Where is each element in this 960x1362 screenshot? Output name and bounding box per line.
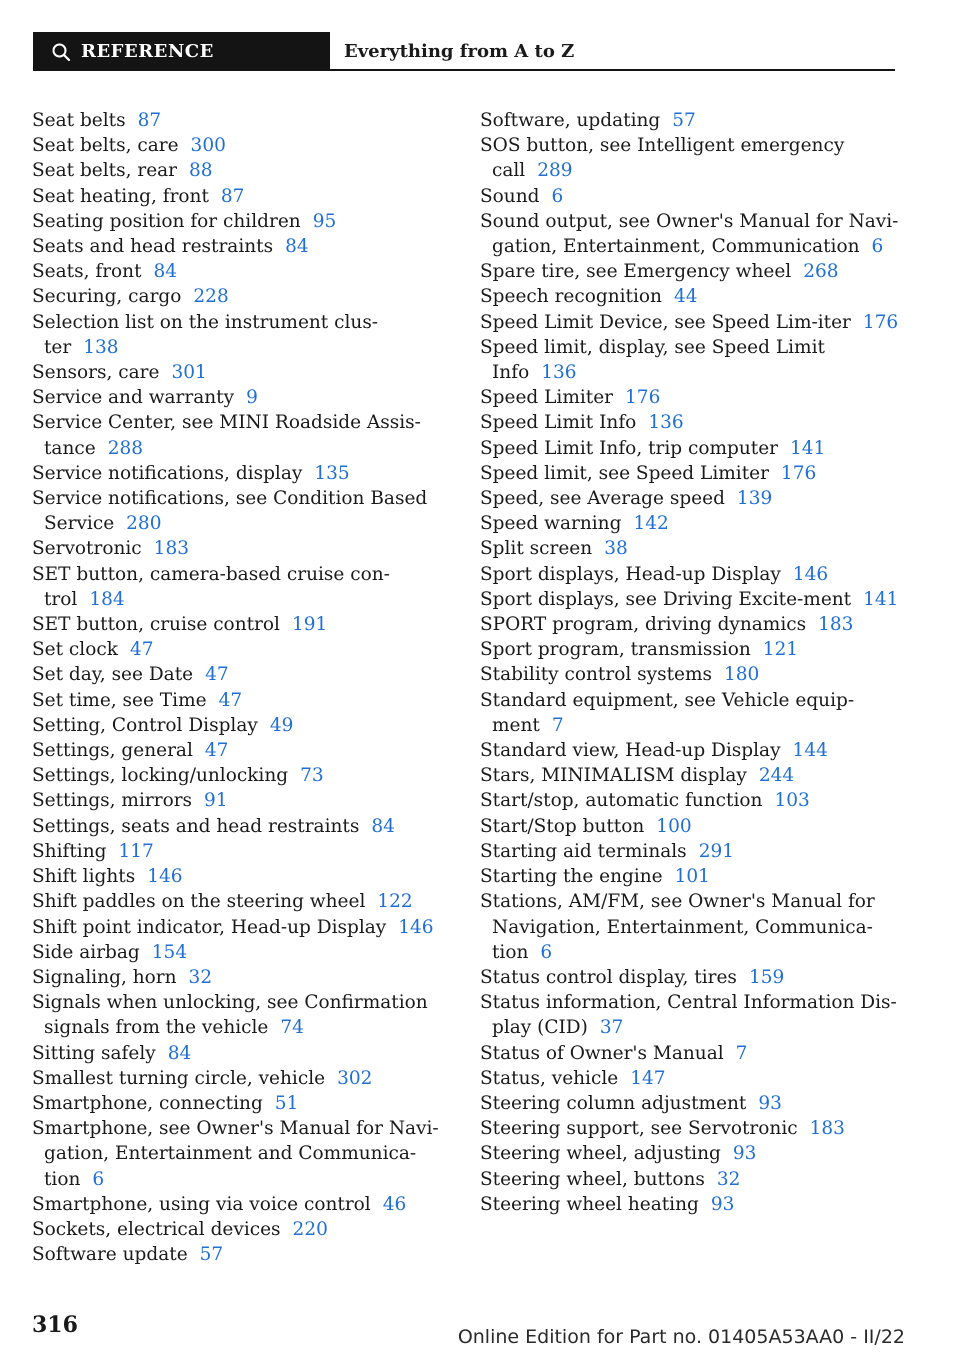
index-entry-text: Sockets, electrical devices bbox=[32, 1218, 281, 1240]
index-entry bbox=[480, 335, 900, 385]
index-entry bbox=[32, 284, 452, 309]
index-page-link[interactable]: 46 bbox=[382, 1193, 407, 1215]
index-entry-text: Seats and head restraints bbox=[32, 236, 274, 258]
index-entry bbox=[480, 738, 900, 763]
index-entry-text: Set time, see Time bbox=[32, 689, 207, 711]
index-entry bbox=[32, 360, 452, 385]
index-page-link[interactable]: 184 bbox=[89, 588, 125, 610]
index-entry bbox=[32, 738, 452, 763]
index-page-link[interactable]: 117 bbox=[118, 840, 154, 862]
index-entry bbox=[480, 587, 900, 612]
index-entry bbox=[32, 259, 452, 284]
index-entry bbox=[32, 1192, 452, 1217]
index-entry bbox=[32, 889, 452, 914]
index-entry-text: Speed warning bbox=[480, 513, 622, 535]
index-entry bbox=[32, 536, 452, 561]
index-entry bbox=[32, 209, 452, 234]
index-column-right bbox=[480, 108, 900, 1217]
index-entry bbox=[32, 1091, 452, 1116]
index-entry bbox=[480, 864, 900, 889]
index-entry bbox=[480, 688, 900, 738]
page-header bbox=[33, 32, 895, 71]
index-entry bbox=[32, 310, 452, 360]
index-entry-text: Smartphone, see Owner's Manual for Navi-gation, Entertainment and Communica-tion bbox=[32, 1118, 439, 1190]
index-entry bbox=[480, 637, 900, 662]
index-entry-text: Speech recognition bbox=[480, 286, 662, 308]
index-page-link[interactable]: 138 bbox=[83, 336, 119, 358]
index-entry-text: Smartphone, connecting bbox=[32, 1092, 263, 1114]
index-entry bbox=[480, 889, 900, 965]
index-entry bbox=[480, 562, 900, 587]
index-entry-text: Seat heating, front bbox=[32, 185, 209, 207]
index-entry-text: Smartphone, using via voice control bbox=[32, 1193, 371, 1215]
page-number: 316 bbox=[32, 1312, 78, 1338]
index-page-link[interactable]: 136 bbox=[541, 362, 577, 384]
index-entry-text: Steering column adjustment bbox=[480, 1092, 747, 1114]
index-entry-text: Service notifications, see Condition Based Service bbox=[32, 488, 428, 535]
index-entry-text: Speed, see Average speed bbox=[480, 488, 725, 510]
index-entry-text: Sport displays, Head-up Display bbox=[480, 563, 781, 585]
index-entry-text: Settings, mirrors bbox=[32, 790, 193, 812]
index-entry bbox=[480, 209, 900, 259]
index-page-link[interactable]: 47 bbox=[204, 740, 229, 762]
index-page-link[interactable]: 183 bbox=[818, 614, 854, 636]
index-page-link[interactable]: 84 bbox=[285, 236, 309, 258]
search-icon bbox=[51, 42, 71, 62]
index-page-link[interactable]: 301 bbox=[171, 362, 207, 384]
index-entry-text: Sensors, care bbox=[32, 362, 160, 384]
index-entry bbox=[32, 965, 452, 990]
index-page-link[interactable]: 95 bbox=[312, 210, 337, 232]
index-page-link[interactable]: 91 bbox=[204, 790, 228, 812]
index-entry-text: Sound bbox=[480, 185, 540, 207]
index-entry bbox=[480, 184, 900, 209]
index-page-link[interactable]: 44 bbox=[673, 286, 698, 308]
index-page-link[interactable]: 144 bbox=[792, 740, 828, 762]
index-page-link[interactable]: 280 bbox=[126, 513, 162, 535]
index-entry-text: Selection list on the instrument clus-ter bbox=[32, 311, 379, 358]
index-entry bbox=[480, 436, 900, 461]
index-entry-text: SOS button, see Intelligent emergency call bbox=[480, 135, 845, 182]
reference-tab bbox=[33, 32, 330, 71]
index-page-link[interactable]: 84 bbox=[371, 815, 395, 837]
index-page-link[interactable]: 100 bbox=[656, 815, 692, 837]
index-column-left bbox=[32, 108, 452, 1267]
index-entry bbox=[32, 158, 452, 183]
index-entry-text: Shifting bbox=[32, 840, 107, 862]
index-page-link[interactable]: 87 bbox=[220, 185, 245, 207]
index-entry bbox=[480, 385, 900, 410]
index-page-link[interactable]: 180 bbox=[723, 664, 760, 686]
index-entry bbox=[32, 688, 452, 713]
page-title: Everything from A to Z bbox=[344, 41, 575, 62]
index-entry-text: Shift paddles on the steering wheel bbox=[32, 891, 366, 913]
index-entry bbox=[480, 990, 900, 1040]
index-entry-text: Side airbag bbox=[32, 941, 140, 963]
index-entry-text: Smallest turning circle, vehicle bbox=[32, 1067, 326, 1089]
index-page-link[interactable]: 289 bbox=[537, 160, 573, 182]
index-entry-text: Speed limit, display, see Speed Limit Info bbox=[480, 336, 825, 384]
index-entry bbox=[32, 940, 452, 965]
index-page-link[interactable]: 183 bbox=[153, 538, 189, 560]
index-entry-text: Securing, cargo bbox=[32, 286, 182, 308]
index-entry-text: Steering support, see Servotronic bbox=[480, 1118, 798, 1140]
index-entry-text: Speed limit, see Speed Limiter bbox=[480, 462, 769, 484]
index-entry-text: Status, vehicle bbox=[480, 1067, 619, 1089]
index-page-link[interactable]: 122 bbox=[377, 891, 413, 913]
index-entry-text: Software update bbox=[32, 1244, 188, 1266]
index-entry-text: SET button, cruise control bbox=[32, 614, 280, 636]
index-entry bbox=[32, 234, 452, 259]
index-page-link[interactable]: 135 bbox=[314, 462, 350, 484]
index-page-link[interactable]: 93 bbox=[732, 1143, 757, 1165]
index-entry bbox=[480, 310, 900, 335]
index-entry bbox=[480, 1091, 900, 1116]
index-page-link[interactable]: 6 bbox=[551, 185, 564, 207]
index-entry-text: Signaling, horn bbox=[32, 966, 177, 988]
index-entry bbox=[480, 1141, 900, 1166]
index-entry bbox=[480, 284, 900, 309]
index-entry-text: SET button, camera-based cruise con-trol bbox=[32, 563, 390, 610]
index-page-link[interactable]: 176 bbox=[625, 387, 661, 409]
index-page-link[interactable]: 291 bbox=[698, 840, 734, 862]
index-page-link[interactable]: 6 bbox=[92, 1168, 105, 1190]
index-page-link[interactable]: 288 bbox=[107, 437, 144, 459]
index-entry bbox=[32, 788, 452, 813]
index-page-link[interactable]: 159 bbox=[748, 966, 785, 988]
index-page-link[interactable]: 47 bbox=[218, 689, 243, 711]
index-entry-text: Settings, seats and head restraints bbox=[32, 815, 360, 837]
index-entry-text: Status control display, tires bbox=[480, 966, 737, 988]
index-page-link[interactable]: 49 bbox=[269, 714, 294, 736]
index-entry-text: Signals when unlocking, see Confirmation signals from the vehicle bbox=[32, 992, 428, 1039]
index-page-link[interactable]: 139 bbox=[736, 488, 773, 510]
index-entry-text: Servotronic bbox=[32, 538, 142, 560]
index-page-link[interactable]: 244 bbox=[758, 765, 795, 787]
index-entry-text: Speed Limit Info bbox=[480, 412, 637, 434]
index-page-link[interactable]: 47 bbox=[205, 664, 229, 686]
index-page-link[interactable]: 141 bbox=[863, 588, 899, 610]
index-entry-text: Start/stop, automatic function bbox=[480, 790, 763, 812]
index-page-link[interactable]: 74 bbox=[280, 1017, 304, 1039]
index-page-link[interactable]: 183 bbox=[809, 1118, 845, 1140]
index-entry bbox=[32, 637, 452, 662]
index-page-link[interactable]: 84 bbox=[153, 261, 178, 283]
index-entry-text: Starting the engine bbox=[480, 866, 663, 888]
index-entry-text: Shift point indicator, Head-up Display bbox=[32, 916, 387, 938]
index-page-link[interactable]: 142 bbox=[633, 513, 669, 535]
index-page-link[interactable]: 57 bbox=[672, 110, 696, 131]
index-entry bbox=[480, 1167, 900, 1192]
index-page-link[interactable]: 154 bbox=[151, 941, 188, 963]
index-entry bbox=[32, 108, 452, 133]
index-page-link[interactable]: 87 bbox=[137, 110, 162, 131]
index-entry-text: Status of Owner's Manual bbox=[480, 1042, 724, 1064]
index-entry bbox=[32, 763, 452, 788]
index-entry bbox=[32, 814, 452, 839]
index-page-link[interactable]: 141 bbox=[790, 437, 826, 459]
index-entry-text: Shift lights bbox=[32, 866, 136, 888]
index-entry-text: Standard view, Head-up Display bbox=[480, 740, 781, 762]
index-page-link[interactable]: 93 bbox=[758, 1092, 782, 1114]
index-page-link[interactable]: 121 bbox=[762, 639, 799, 661]
index-entry bbox=[480, 511, 900, 536]
index-page-link[interactable]: 7 bbox=[551, 714, 564, 736]
index-entry bbox=[32, 612, 452, 637]
index-page-link[interactable]: 73 bbox=[300, 765, 324, 787]
index-entry bbox=[480, 662, 900, 687]
index-entry-text: Set clock bbox=[32, 639, 118, 661]
index-entry-text: Steering wheel, buttons bbox=[480, 1168, 705, 1190]
index-entry-text: Stations, AM/FM, see Owner's Manual for Navigation, Entertainment, Communica-tion bbox=[480, 891, 875, 963]
index-entry bbox=[480, 965, 900, 990]
index-entry bbox=[32, 410, 452, 460]
index-page-link[interactable]: 220 bbox=[292, 1218, 328, 1240]
index-entry bbox=[32, 662, 452, 687]
index-entry-text: Seats, front bbox=[32, 261, 142, 283]
index-entry-text: Service and warranty bbox=[32, 387, 235, 409]
index-entry-text: Service Center, see MINI Roadside Assis-tance bbox=[32, 412, 421, 459]
index-page-link[interactable]: 268 bbox=[803, 261, 839, 283]
index-entry-text: Service notifications, display bbox=[32, 462, 303, 484]
index-page-link[interactable]: 147 bbox=[630, 1067, 666, 1089]
index-entry bbox=[480, 133, 900, 183]
index-page-link[interactable]: 302 bbox=[337, 1067, 373, 1089]
index-entry-text: Stars, MINIMALISM display bbox=[480, 765, 747, 787]
index-page-link[interactable]: 9 bbox=[246, 387, 258, 409]
index-entry bbox=[480, 259, 900, 284]
index-entry-text: Software, updating bbox=[480, 110, 661, 131]
index-entry-text: Sound output, see Owner's Manual for Navi-gation, Entertainment, Communication bbox=[480, 210, 899, 258]
section-label: REFERENCE bbox=[81, 41, 214, 62]
index-entry bbox=[480, 1116, 900, 1141]
index-entry-text: Start/Stop button bbox=[480, 815, 645, 837]
index-entry bbox=[480, 486, 900, 511]
index-entry bbox=[480, 1192, 900, 1217]
index-entry-text: Sitting safely bbox=[32, 1042, 156, 1064]
index-entry bbox=[32, 385, 452, 410]
index-entry bbox=[32, 461, 452, 486]
index-entry-text: Seat belts, care bbox=[32, 135, 179, 157]
index-entry-text: SPORT program, driving dynamics bbox=[480, 614, 807, 636]
index-page-link[interactable]: 32 bbox=[188, 966, 213, 988]
index-entry-text: Standard equipment, see Vehicle equip-ment bbox=[480, 689, 855, 736]
index-entry bbox=[32, 486, 452, 536]
index-entry-text: Settings, locking/unlocking bbox=[32, 765, 289, 787]
index-entry bbox=[32, 990, 452, 1040]
index-page-link[interactable]: 7 bbox=[735, 1042, 748, 1064]
index-entry-text: Steering wheel heating bbox=[480, 1193, 699, 1215]
index-entry bbox=[32, 915, 452, 940]
index-entry bbox=[32, 184, 452, 209]
index-page-link[interactable]: 191 bbox=[291, 614, 328, 636]
index-entry-text: Spare tire, see Emergency wheel bbox=[480, 261, 792, 283]
index-page-link[interactable]: 84 bbox=[167, 1042, 192, 1064]
index-entry-text: Split screen bbox=[480, 538, 593, 560]
index-entry-text: Seat belts bbox=[32, 110, 126, 131]
index-page-link[interactable]: 136 bbox=[648, 412, 684, 434]
index-page-link[interactable]: 176 bbox=[780, 462, 817, 484]
index-entry-text: Sport displays, see Driving Excite-ment bbox=[480, 588, 852, 610]
index-entry bbox=[480, 612, 900, 637]
index-entry-text: Stability control systems bbox=[480, 664, 712, 686]
index-entry-text: Settings, general bbox=[32, 740, 193, 762]
index-entry bbox=[32, 839, 452, 864]
index-entry-text: Status information, Central Information Dis-play (CID) bbox=[480, 992, 897, 1039]
index-entry bbox=[32, 562, 452, 612]
index-page-link[interactable]: 6 bbox=[871, 236, 884, 258]
index-entry-text: Seating position for children bbox=[32, 210, 301, 232]
index-page-link[interactable]: 47 bbox=[129, 639, 154, 661]
index-entry bbox=[480, 1066, 900, 1091]
index-entry bbox=[32, 1242, 452, 1267]
index-entry bbox=[480, 814, 900, 839]
header-divider bbox=[330, 69, 895, 71]
index-entry bbox=[480, 461, 900, 486]
index-entry bbox=[480, 536, 900, 561]
index-page-link[interactable]: 146 bbox=[147, 866, 183, 888]
index-entry-text: Speed Limit Device, see Speed Lim-iter bbox=[480, 311, 851, 333]
index-entry bbox=[32, 1116, 452, 1192]
index-entry bbox=[480, 1041, 900, 1066]
index-entry-text: Set day, see Date bbox=[32, 664, 194, 686]
index-page-link[interactable]: 51 bbox=[274, 1092, 299, 1114]
index-entry bbox=[480, 839, 900, 864]
index-page-link[interactable]: 300 bbox=[190, 135, 226, 157]
index-page-link[interactable]: 57 bbox=[199, 1244, 224, 1266]
index-entry bbox=[32, 1217, 452, 1242]
index-page-link[interactable]: 6 bbox=[540, 941, 553, 963]
index-entry bbox=[32, 713, 452, 738]
index-entry bbox=[32, 864, 452, 889]
index-entry bbox=[480, 108, 900, 133]
index-page-link[interactable]: 146 bbox=[792, 563, 829, 585]
index-page-link[interactable]: 37 bbox=[599, 1017, 624, 1039]
index-page-link[interactable]: 176 bbox=[862, 311, 899, 333]
index-page-link[interactable]: 146 bbox=[398, 916, 434, 938]
index-entry-text: Seat belts, rear bbox=[32, 160, 178, 182]
index-page-link[interactable]: 32 bbox=[716, 1168, 741, 1190]
index-entry bbox=[32, 133, 452, 158]
index-page-link[interactable]: 88 bbox=[189, 160, 213, 182]
index-entry bbox=[480, 763, 900, 788]
index-entry bbox=[32, 1041, 452, 1066]
index-page-link[interactable]: 228 bbox=[193, 286, 229, 308]
index-entry bbox=[480, 788, 900, 813]
index-entry-text: Sport program, transmission bbox=[480, 639, 751, 661]
index-entry-text: Speed Limiter bbox=[480, 387, 614, 409]
index-entry-text: Speed Limit Info, trip computer bbox=[480, 437, 779, 459]
index-entry-text: Setting, Control Display bbox=[32, 714, 258, 736]
index-page-link[interactable]: 38 bbox=[604, 538, 628, 560]
index-entry bbox=[32, 1066, 452, 1091]
index-page-link[interactable]: 103 bbox=[774, 790, 810, 812]
index-entry-text: Steering wheel, adjusting bbox=[480, 1143, 721, 1165]
index-page-link[interactable]: 93 bbox=[710, 1193, 735, 1215]
index-entry-text: Starting aid terminals bbox=[480, 840, 687, 862]
index-page-link[interactable]: 101 bbox=[674, 866, 710, 888]
index-entry bbox=[480, 410, 900, 435]
edition-footer: Online Edition for Part no. 01405A53AA0 - II/22 bbox=[457, 1326, 905, 1348]
